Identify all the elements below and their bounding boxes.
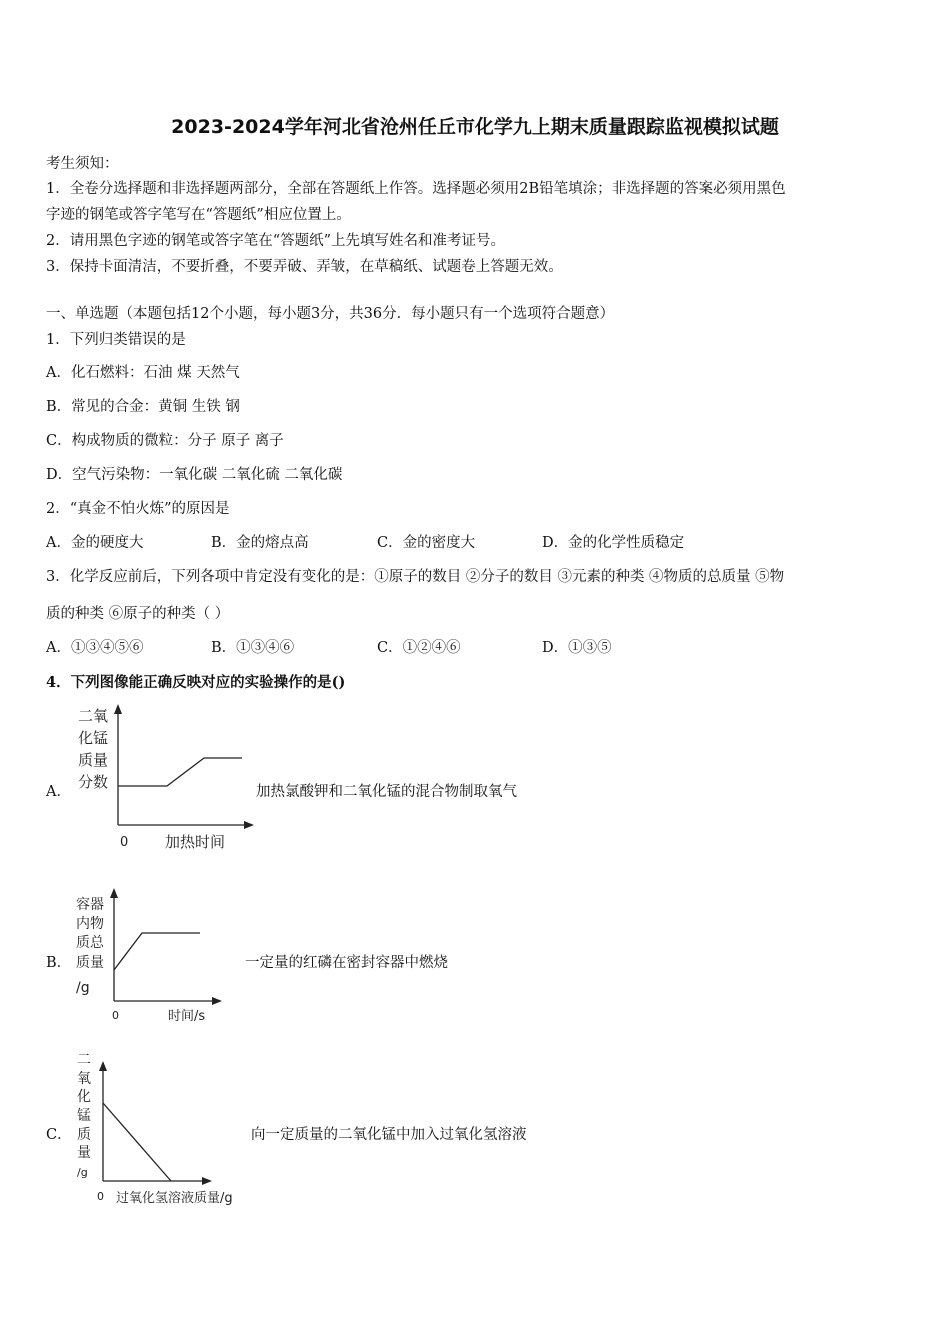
graph-b-y-arrow bbox=[110, 888, 118, 898]
graph-b-curve bbox=[114, 933, 200, 970]
question-2-stem: 2．“真金不怕火炼”的原因是 bbox=[46, 501, 230, 517]
graph-a-ylabel: 质量 bbox=[78, 751, 109, 769]
graph-a-curve bbox=[118, 758, 242, 786]
q3-option-b: B．①③④⑥ bbox=[211, 640, 295, 656]
graph-b-origin: 0 bbox=[112, 1009, 119, 1022]
graph-c-origin: 0 bbox=[97, 1190, 104, 1203]
q1-option-b: B．常见的合金：黄铜 生铁 钢 bbox=[46, 399, 240, 415]
graph-c-ylabel: 氧 bbox=[77, 1071, 91, 1087]
q3-option-d: D．①③⑤ bbox=[542, 640, 612, 656]
q4-option-b-letter: B． bbox=[46, 955, 72, 971]
notice-item: 字迹的钢笔或答字笔写在“答题纸”相应位置上。 bbox=[46, 207, 351, 223]
graph-b-ylabel: 质量 bbox=[76, 955, 104, 971]
graph-a-description: 加热氯酸钾和二氧化锰的混合物制取氧气 bbox=[256, 784, 517, 800]
graph-c-description: 向一定质量的二氧化锰中加入过氧化氢溶液 bbox=[251, 1127, 527, 1143]
q1-option-a: A．化石燃料：石油 煤 天然气 bbox=[46, 365, 240, 381]
graph-c-x-arrow bbox=[202, 1177, 212, 1185]
graph-b-x-arrow bbox=[212, 997, 222, 1005]
notice-heading: 考生须知： bbox=[46, 156, 119, 172]
graph-b-ylabel: /g bbox=[76, 980, 90, 996]
q4-option-a-letter: A． bbox=[46, 784, 71, 800]
graph-c-xlabel: 过氧化氢溶液质量/g bbox=[116, 1191, 233, 1206]
graph-b-xlabel: 时间/s bbox=[168, 1009, 206, 1024]
graph-c-y-arrow bbox=[99, 1061, 107, 1071]
graph-c-ylabel: 量 bbox=[77, 1145, 91, 1161]
graph-b-ylabel: 容器 bbox=[76, 897, 104, 913]
graph-c bbox=[70, 1045, 260, 1215]
q3-option-c: C．①②④⑥ bbox=[377, 640, 461, 656]
q2-option-a: A．金的硬度大 bbox=[46, 535, 144, 551]
graph-a-ylabel: 二氧 bbox=[78, 707, 109, 725]
question-4-stem: 4．下列图像能正确反映对应的实验操作的是() bbox=[46, 674, 346, 691]
question-3-stem-line1: 3．化学反应前后，下列各项中肯定没有变化的是：①原子的数目 ②分子的数目 ③元素的种类 ④物质的总质量 ⑤物 bbox=[46, 569, 785, 585]
q2-option-b: B．金的熔点高 bbox=[211, 535, 309, 551]
graph-a-x-arrow bbox=[244, 821, 254, 829]
graph-a-xlabel: 加热时间 bbox=[165, 833, 226, 851]
notice-item: 3．保持卡面清洁，不要折叠，不要弄破、弄皱，在草稿纸、试题卷上答题无效。 bbox=[46, 259, 563, 275]
q1-option-c: C．构成物质的微粒：分子 原子 离子 bbox=[46, 433, 284, 449]
graph-a-y-arrow bbox=[114, 704, 122, 714]
question-1-stem: 1．下列归类错误的是 bbox=[46, 332, 186, 348]
q2-option-d: D．金的化学性质稳定 bbox=[542, 535, 685, 551]
graph-a bbox=[70, 700, 260, 860]
graph-a-ylabel: 化锰 bbox=[78, 729, 109, 747]
graph-c-ylabel: 化 bbox=[77, 1089, 91, 1105]
graph-b-description: 一定量的红磷在密封容器中燃烧 bbox=[245, 955, 448, 971]
graph-a-ylabel: 分数 bbox=[78, 773, 109, 791]
graph-c-curve bbox=[103, 1103, 171, 1181]
graph-c-ylabel: 锰 bbox=[77, 1108, 91, 1124]
notice-item: 2．请用黑色字迹的钢笔或答字笔在“答题纸”上先填写姓名和准考证号。 bbox=[46, 233, 506, 249]
graph-b-ylabel: 质总 bbox=[76, 935, 104, 951]
q3-option-a: A．①③④⑤⑥ bbox=[46, 640, 144, 656]
graph-c-ylabel: 质 bbox=[77, 1127, 91, 1143]
graph-b bbox=[70, 880, 240, 1030]
q1-option-d: D．空气污染物：一氧化碳 二氧化硫 二氧化碳 bbox=[46, 467, 343, 483]
graph-a-origin: 0 bbox=[120, 835, 129, 850]
section-heading: 一、单选题（本题包括12个小题，每小题3分，共36分．每小题只有一个选项符合题意） bbox=[46, 306, 615, 322]
q4-option-c-letter: C． bbox=[46, 1127, 72, 1143]
page-title: 2023-2024学年河北省沧州任丘市化学九上期末质量跟踪监视模拟试题 bbox=[171, 116, 779, 138]
graph-c-ylabel: /g bbox=[77, 1166, 88, 1179]
graph-c-ylabel: 二 bbox=[77, 1052, 91, 1068]
question-3-stem-line2: 质的种类 ⑥原子的种类（ ） bbox=[46, 606, 230, 622]
q2-option-c: C．金的密度大 bbox=[377, 535, 476, 551]
graph-b-ylabel: 内物 bbox=[76, 916, 104, 932]
notice-item: 1．全卷分选择题和非选择题两部分，全部在答题纸上作答。选择题必须用2B铅笔填涂；非选择题的答案必须用黑色 bbox=[46, 181, 786, 197]
